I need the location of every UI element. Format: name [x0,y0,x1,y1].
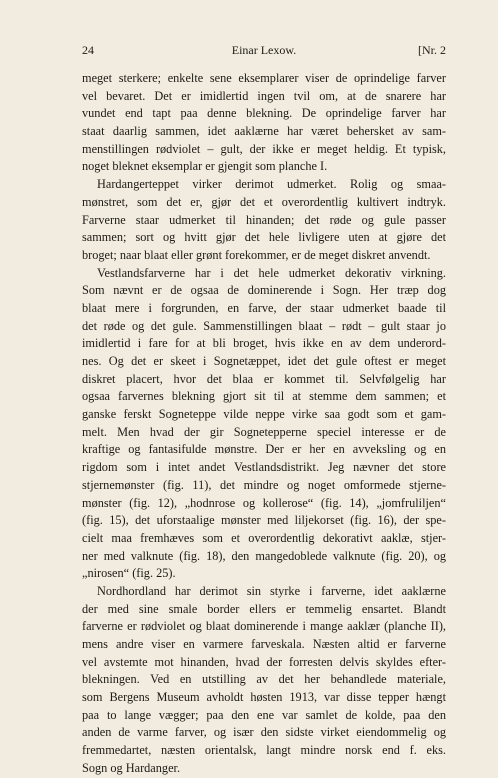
text-line: stjernemønster (fig. 11), det mindre og noget omformede stjerne- [82,477,446,492]
text-line: det røde og det gule. Sammenstillingen blaat – rødt – gult staar jo [82,318,446,333]
text-line: vel bevaret. Det er imidlertid ingen tvil om, at de snarere har [82,88,446,103]
text-line: sammen; sort og hvitt gjør det hele livligere uten at gjøre det [82,230,446,245]
text-line: kraftige og fantasifulde mønstre. Der er her en avveksling og en [82,442,446,457]
text-line: broget; naar blaat eller grønt forekommer, er de meget diskret anvendt. [82,247,431,262]
text-line: rigdom som i intet andet Vestlandsdistrikt. Jeg nævner det store [82,460,446,475]
issue-number: [Nr. 2 [418,43,446,57]
text-line: diskret placert, hvor det blaa er kommet til. Selvfølgelig har [82,371,446,386]
text-line: ner med valknute (fig. 18), den mangedoblede valknute (fig. 20), og [82,548,446,563]
text-line: mens andre viser en varmere farveskala. Næsten altid er farverne [82,637,446,651]
text-line: blaat mere i forgrunden, en farve, der staar udmerket baade til [82,300,446,315]
text-line: Nordhordland har derimot sin styrke i farverne, idet aaklærne [97,583,446,598]
body-text [82,70,446,778]
text-line: Sogn og Hardanger. [82,760,181,775]
text-line: Vestlandsfarverne har i det hele udmerket dekorativ virkning. [97,265,446,280]
page-number: 24 [82,43,94,57]
text-line: ogsaa farvernes blekning gjort sit til at stemme dem sammen; et [82,389,446,404]
text-line: blekningen. Ved en utstilling av det her behandlede materiale, [82,672,446,687]
text-line: paa to lange vægger; paa den ene var samlet de kolde, paa den [82,707,446,722]
text-line: der med sine smale border ellers er temmelig ensartet. Blandt [82,601,446,616]
running-header [82,41,446,59]
text-line: (fig. 15), det uforstaalige mønster med liljekorset (fig. 16), der spe- [82,513,446,528]
text-line: vel avstemte mot hinanden, hvad der forresten delvis skyldes efter- [82,654,446,669]
text-line: mønster (fig. 12), „hodnrose og kollerose“ (fig. 14), „jomfruliljen“ [82,495,446,510]
text-line: Som nævnt er de ogsaa de dominerende i Sogn. Her træр dog [82,283,446,298]
text-line: vundet end tapt paa denne blekning. De oprindelige farver har [82,106,446,121]
text-line: staat daarlig sammen, idet aaklærne har været behersket av sam- [82,124,446,139]
text-line: menstillingen rødviolet – gult, der ikke er meget heldig. Et typisk, [82,141,446,156]
text-line: melt. Men hvad der gir Sognetepperne speciel interesse er de [82,424,446,439]
text-line: farverne er rødviolet og blaat dominerende i mange aaklær (planche II), [82,619,446,634]
text-line: fremmedartet, næsten orientalsk, langt mindre norsk end f. eks. [82,743,446,758]
text-line: som Bergens Museum avholdt høsten 1913, var disse tepper hængt [82,690,446,705]
text-line: nes. Og det er skeet i Sognetæppet, idet det gule oftest er meget [82,354,446,368]
text-line: noget bleknet eksemplar er gjengit som planche I. [82,159,328,174]
text-line: Hardangerteppet virker derimot udmerket. Rolig og smaa- [97,177,446,192]
running-title: Einar Lexow. [231,43,297,57]
text-line: imidlertid i fare for at bli broget, hvis ikke en av dem underord- [82,336,446,351]
text-line: cielt maa fremhæves som et overordentlig dekorativt aaklæ, stjer- [82,530,446,545]
text-line: meget sterkere; enkelte sene eksemplarer viser de oprindelige farver [82,71,446,85]
text-line: ganske ferskt Sogneteppe vilde neppe virke saa godt som et gam- [82,407,446,422]
text-line: mønstret, som det er, gjør det et overordentlig kultivert indtryk. [82,194,446,209]
text-line: anden de varme farver, og især den sidste virket eiendommelig og [82,725,446,740]
text-line: „nirosen“ (fig. 25). [82,566,176,581]
text-line: Farverne staar udmerket til hinanden; det røde og gule passer [82,212,446,227]
